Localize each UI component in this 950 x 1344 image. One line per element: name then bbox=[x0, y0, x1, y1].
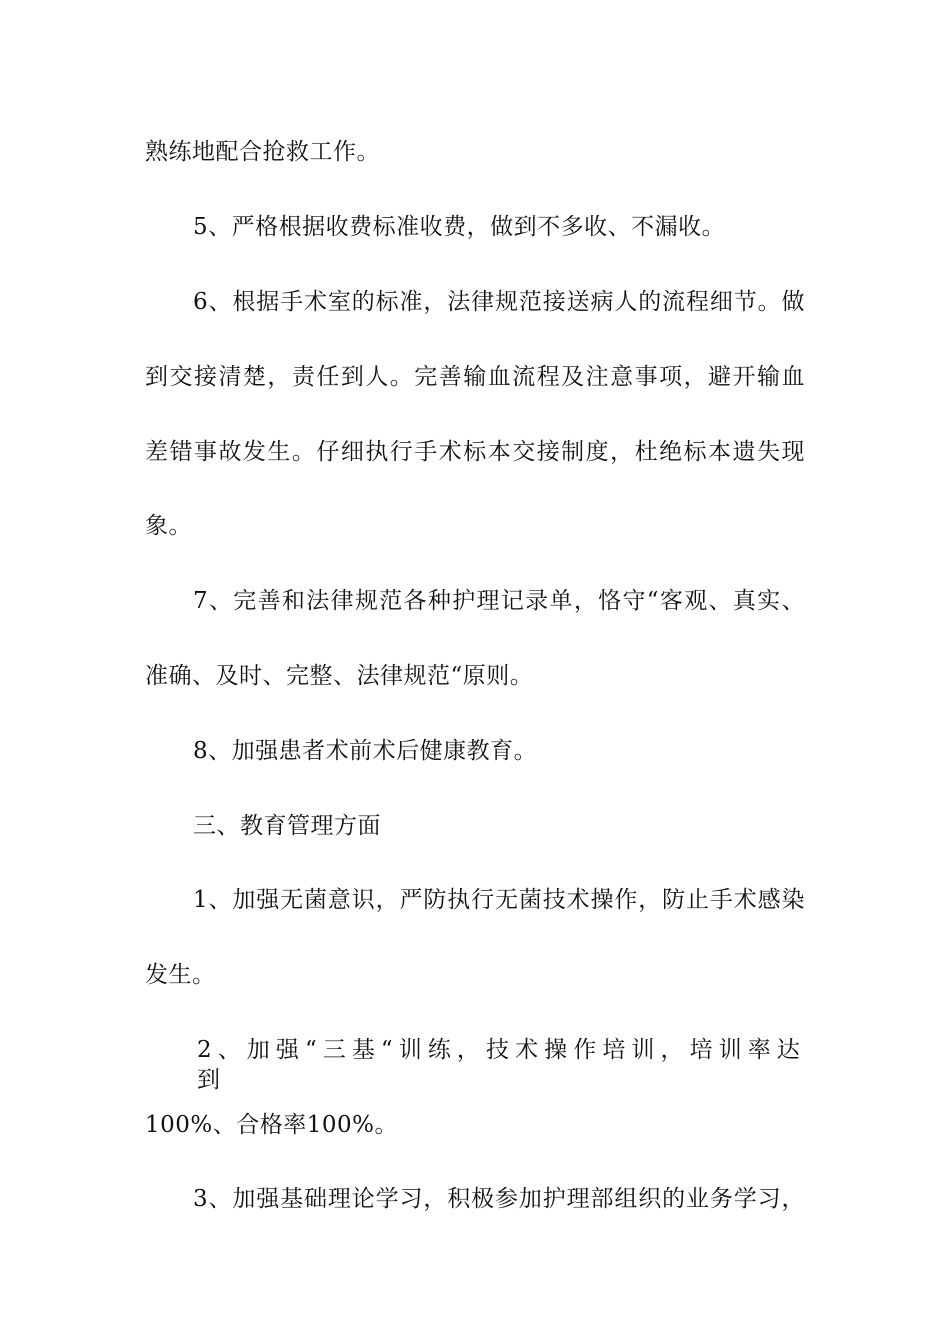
text-line: 熟练地配合抢救工作。 bbox=[145, 139, 380, 165]
section-heading: 三、教育管理方面 bbox=[193, 813, 381, 839]
text-line: 100%、合格率100%。 bbox=[145, 1112, 399, 1138]
list-item-7: 7、完善和法律规范各种护理记录单，恪守“客观、真实、 bbox=[193, 588, 805, 614]
list-item-2: 2、加强“三基“训练，技术操作培训，培训率达到 bbox=[197, 1037, 805, 1093]
list-item-3: 3、加强基础理论学习，积极参加护理部组织的业务学习， bbox=[193, 1186, 805, 1212]
text-line: 到交接清楚，责任到人。完善输血流程及注意事项，避开输血 bbox=[145, 364, 805, 390]
text-line: 准确、及时、完整、法律规范“原则。 bbox=[145, 663, 534, 689]
list-item-1: 1、加强无菌意识，严防执行无菌技术操作，防止手术感染 bbox=[193, 887, 805, 913]
text-line: 象。 bbox=[145, 513, 192, 539]
list-item-8: 8、加强患者术前术后健康教育。 bbox=[193, 738, 538, 764]
text-line: 发生。 bbox=[145, 962, 216, 988]
text-line: 差错事故发生。仔细执行手术标本交接制度，杜绝标本遗失现 bbox=[145, 439, 805, 465]
list-item-5: 5、严格根据收费标准收费，做到不多收、不漏收。 bbox=[193, 214, 726, 240]
list-item-6: 6、根据手术室的标准，法律规范接送病人的流程细节。做 bbox=[193, 289, 805, 315]
